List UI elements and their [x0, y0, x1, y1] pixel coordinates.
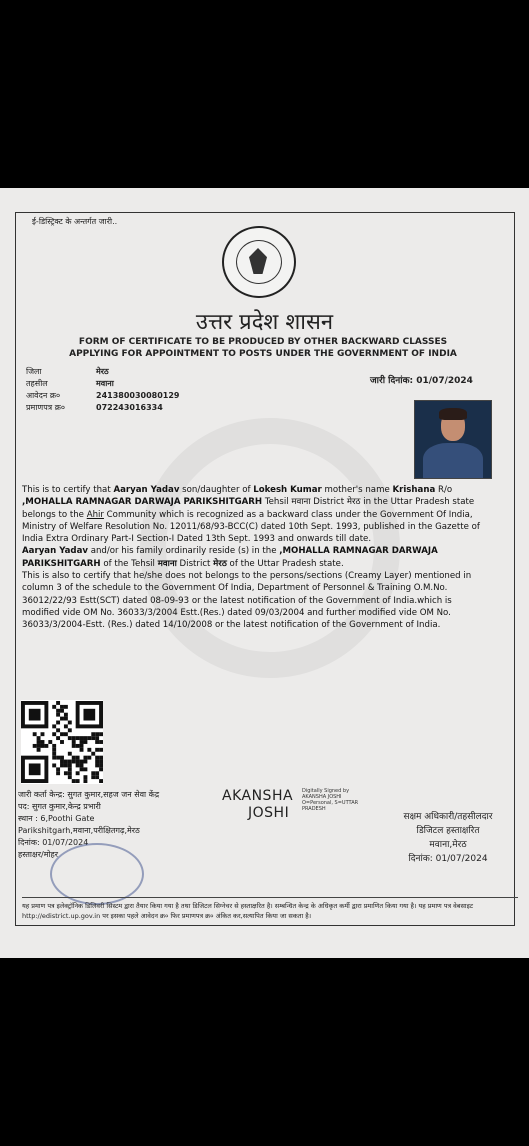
issuer-center: जारी कर्ता केन्द्र: सुगत कुमार,सहज जन सेवा केंद्र [18, 790, 160, 799]
issue-date-label: जारी दिनांक: [370, 376, 414, 386]
signer-first-name: AKANSHA [222, 788, 294, 804]
state-emblem-icon [222, 226, 296, 298]
form-heading [48, 336, 478, 360]
meta-value: 072243016334 [96, 403, 163, 412]
form-heading-line1: FORM OF CERTIFICATE TO BE PRODUCED BY OTHER BACKWARD CLASSES [78, 337, 448, 347]
meta-label: प्रमाणपत्र क्र० [26, 403, 65, 412]
meta-label: तहसील [26, 379, 48, 388]
issuer-place: स्थान : 6,Poothi Gate [18, 814, 95, 823]
qr-code [21, 700, 103, 784]
government-title: उत्तर प्रदेश शासन [195, 310, 334, 335]
certificate-body [22, 484, 492, 632]
digital-signature [222, 788, 359, 822]
applicant-address: ,MOHALLA RAMNAGAR DARWAJA PARIKSHITGARH [22, 497, 263, 508]
father-name: Lokesh Kumar [253, 485, 322, 495]
issuer-post: पद: सुगत कुमार,केन्द्र प्रभारी [18, 802, 101, 811]
form-heading-line2: APPLYING FOR APPOINTMENT TO POSTS UNDER THE GOVERNMENT OF INDIA [69, 349, 457, 359]
mother-name: Krishana [392, 485, 436, 495]
issue-date [370, 373, 473, 386]
paragraph-2: Aaryan Yadav and/or his family ordinarily reside (s) in the ,MOHALLA RAMNAGAR DARWAJA PARIKSHITGARH of the Tehsil मवाना District मेरठ of the Uttar Pradesh state. [22, 546, 438, 569]
issue-date-value: 01/07/2024 [416, 376, 473, 386]
paragraph-1: This is to certify that Aaryan Yadav son/daughter of Lokesh Kumar mother's name Krishana R/o ,MOHALLA RAMNAGAR DARWAJA PARIKSHITGARH Tehsil मवाना District मेरठ in the Uttar Pradesh state belongs to the Ahir Community which is recognized as a backward class under the Government Of India, Ministry of Welfare Resolution No. 12011/68/93-BCC(C) dated 10th Sept. 1993, published in the Gazette of India Extra Ordinary Part-I Section-I Dated 13th Sept. 1993 and onwards till date. [22, 485, 480, 545]
footer-note: यह प्रमाण पत्र इलेक्ट्रॉनिक डिलिवरी सिस्टम द्वारा तैयार किया गया है तथा डिजिटल सिग्नेचर से हस्ताक्षरित है। सम्बन्धित केन्द्र के अधिकृत कर्मी द्वारा प्रमाणित किया गया है। यह प्रमाण पत्र वेबसाइट http://edistrict.up.gov.in पर इसका पहले आवेदन क्र० फिर प्रमाणपत्र क्र० अंकित कर,सत्यापित किया जा सकता है। [22, 897, 518, 921]
signature-details: Digitally Signed by AKANSHA JOSHI O=Personal, S=UTTAR PRADESH [302, 788, 359, 812]
certificate-document [0, 188, 529, 958]
meta-label: आवेदन क्र० [26, 391, 61, 400]
paragraph-3: This is also to certify that he/she does not belongs to the persons/sections (Creamy Layer) mentioned in column 3 of the schedule to the Government Of India, Department of Personnel & Training O.M.No. 36012/22/93 Estt(SCT) dated 08-09-93 or the latest notification of the Government of India.which is modified vide OM No. 36033/3/2004 Estt.(Res.) dated 09/03/2004 and further modified vide OM No. 36033/3/2004-Estt. (Res.) dated 14/10/2008 or the latest notification of the Government of India. [22, 571, 472, 631]
authority-date: दिनांक: 01/07/2024 [408, 854, 488, 864]
competent-authority [388, 810, 508, 866]
authority-signed: डिजिटल हस्ताक्षरित [416, 826, 480, 836]
issuer-date: दिनांक: 01/07/2024 [18, 838, 89, 847]
authority-location: मवाना,मेरठ [429, 840, 467, 850]
applicant-name: Aaryan Yadav [113, 485, 180, 495]
community-name: Ahir [86, 509, 104, 520]
center-stamp [50, 843, 144, 905]
applicant-photo [414, 400, 492, 479]
meta-value: मवाना [96, 379, 114, 388]
meta-value: मेरठ [96, 367, 109, 376]
issuer-location: Parikshitgarh,मवाना,परीक्षितगढ़,मेरठ [18, 826, 140, 835]
signer-last-name: JOSHI [248, 805, 290, 821]
meta-value: 241380030080129 [96, 391, 180, 400]
certificate-meta [26, 366, 180, 414]
meta-label: जिला [26, 367, 42, 376]
header-note: ई-डिस्ट्रिक्ट के अन्तर्गत जारी.. [32, 217, 118, 226]
issuer-signature-label: हस्ताक्षर/मोहर [18, 850, 59, 859]
authority-title: सक्षम अधिकारी/तहसीलदार [403, 812, 493, 822]
